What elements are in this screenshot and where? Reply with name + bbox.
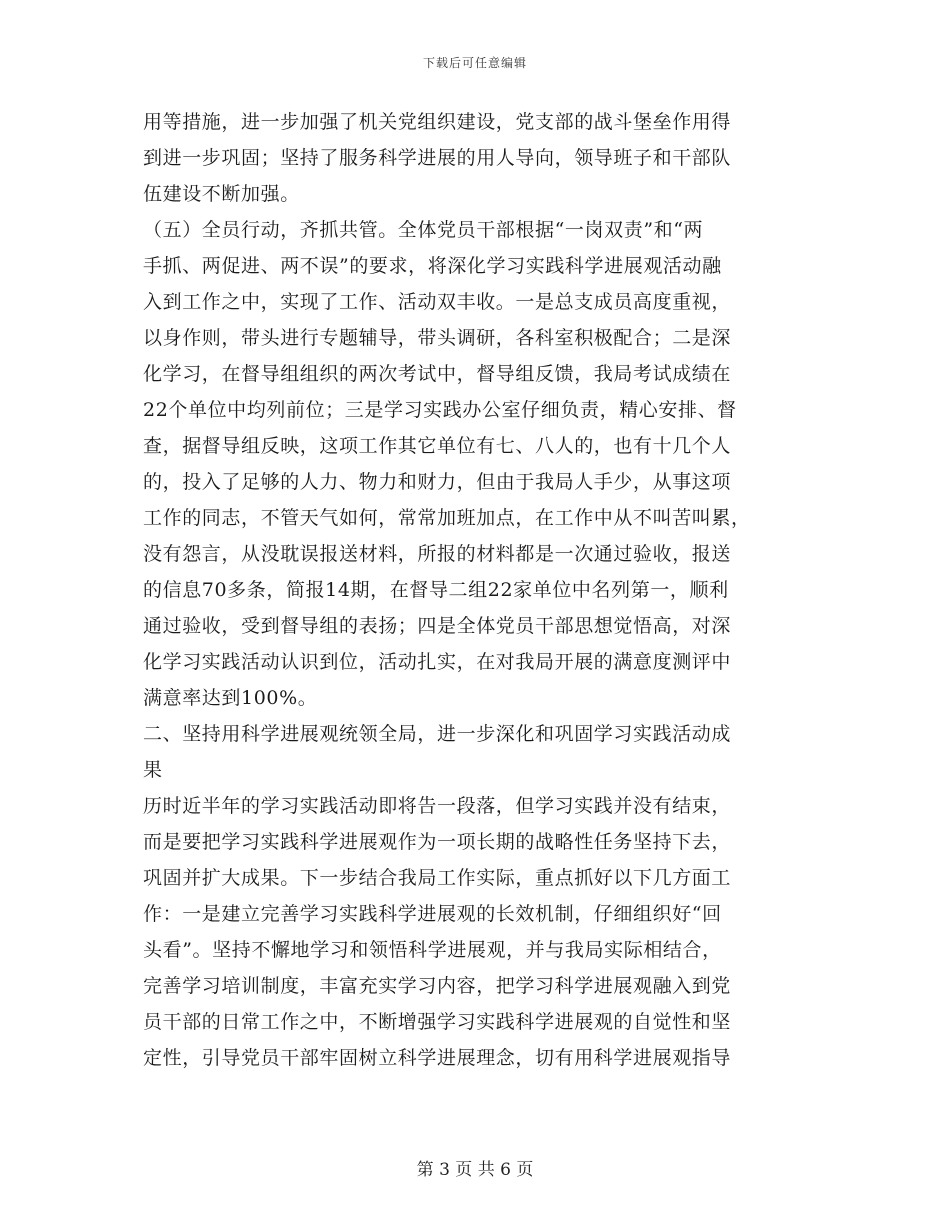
text-line: 定性，引导党员干部牢固树立科学进展理念，切有用科学进展观指导 — [143, 1047, 732, 1069]
text-line: 员干部的日常工作之中，不断增强学习实践科学进展观的自觉性和坚 — [143, 1011, 732, 1033]
text-line: 化学习实践活动认识到位，活动扎实，在对我局开展的满意度测评中 — [143, 651, 732, 673]
text-line: 头看”。坚持不懈地学习和领悟科学进展观，并与我局实际相结合， — [143, 939, 722, 961]
text-line: 伍建设不断加强。 — [143, 183, 300, 205]
text-line: 的，投入了足够的人力、物力和财力，但由于我局人手少，从事这项 — [143, 471, 732, 493]
text-line: 没有怨言，从没耽误报送材料，所报的材料都是一次通过验收，报送 — [143, 543, 732, 565]
text-line: 历时近半年的学习实践活动即将告一段落，但学习实践并没有结束， — [143, 795, 732, 817]
page-number-footer: 第 3 页 共 6 页 — [416, 1160, 534, 1180]
text-line: 作：一是建立完善学习实践科学进展观的长效机制，仔细组织好“回 — [143, 903, 722, 925]
text-line: 入到工作之中，实现了工作、活动双丰收。一是总支成员高度重视， — [143, 291, 732, 313]
section-heading-line: 果 — [143, 759, 163, 781]
text-line: （五）全员行动，齐抓共管。全体党员干部根据“一岗双责”和“两 — [143, 219, 704, 241]
page-header: 下载后可任意编辑 — [422, 56, 527, 70]
text-line: 化学习，在督导组组织的两次考试中，督导组反馈，我局考试成绩在 — [143, 363, 732, 385]
text-line: 以身作则，带头进行专题辅导，带头调研，各科室积极配合；二是深 — [143, 327, 732, 349]
text-line: 通过验收，受到督导组的表扬；四是全体党员干部思想觉悟高，对深 — [143, 615, 732, 637]
section-heading-line: 二、坚持用科学进展观统领全局，进一步深化和巩固学习实践活动成 — [143, 723, 732, 745]
text-line: 到进一步巩固；坚持了服务科学进展的用人导向，领导班子和干部队 — [143, 147, 732, 169]
text-line: 用等措施，进一步加强了机关党组织建设，党支部的战斗堡垒作用得 — [143, 111, 732, 133]
text-line: 22个单位中均列前位；三是学习实践办公室仔细负责，精心安排、督 — [143, 399, 737, 421]
text-line: 工作的同志，不管天气如何，常常加班加点，在工作中从不叫苦叫累， — [143, 507, 751, 529]
document-body — [143, 104, 803, 1076]
text-line: 而是要把学习实践科学进展观作为一项长期的战略性任务坚持下去， — [143, 831, 732, 853]
text-line: 查，据督导组反映，这项工作其它单位有七、八人的，也有十几个人 — [143, 435, 732, 457]
text-line: 满意率达到100%。 — [143, 687, 318, 709]
text-line: 的信息70多条，简报14期，在督导二组22家单位中名列第一，顺利 — [143, 579, 729, 601]
text-line: 巩固并扩大成果。下一步结合我局工作实际，重点抓好以下几方面工 — [143, 867, 732, 889]
text-line: 手抓、两促进、两不误”的要求，将深化学习实践科学进展观活动融 — [143, 255, 722, 277]
text-line: 完善学习培训制度，丰富充实学习内容，把学习科学进展观融入到党 — [143, 975, 732, 997]
